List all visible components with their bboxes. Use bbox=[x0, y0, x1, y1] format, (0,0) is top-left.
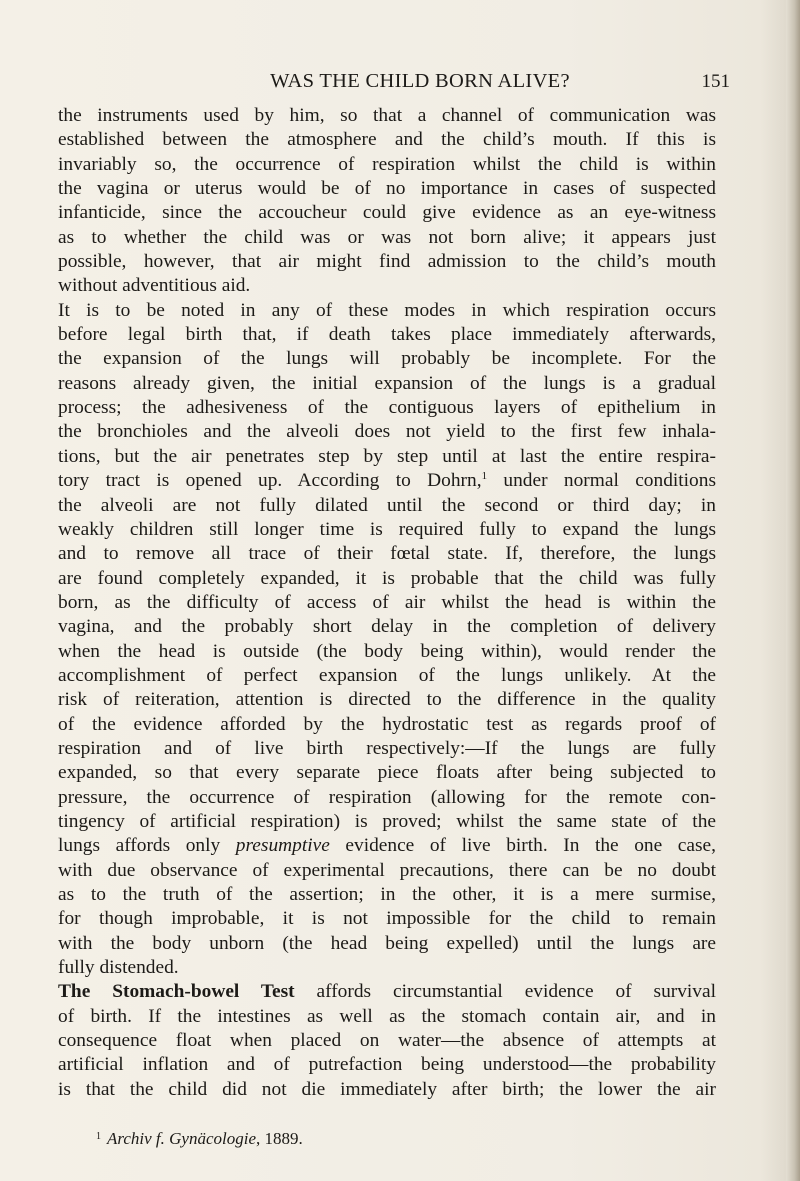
text-line: consequence float when placed on water—the absence of attempts at bbox=[58, 1030, 716, 1052]
italic-emphasis: presumptive bbox=[235, 835, 330, 857]
text-line: fully distended. bbox=[58, 957, 179, 979]
text-line: as to the truth of the assertion; in the other, it is a mere surmise, bbox=[58, 884, 716, 905]
text-line: for though improbable, it is not impossible for the child to remain bbox=[58, 908, 716, 930]
footnote bbox=[96, 1128, 596, 1150]
binding-edge bbox=[786, 0, 800, 1181]
text-line: pressure, the occurrence of respiration (allowing for the remote con- bbox=[58, 786, 716, 808]
text-fragment: under normal conditions bbox=[487, 470, 716, 492]
text-line: artificial inflation and of putrefaction being understood—the probability bbox=[58, 1054, 716, 1076]
text-line: without adventitious aid. bbox=[58, 275, 251, 297]
text-line bbox=[58, 980, 716, 1004]
text-line: possible, however, that air might find admission to the child’s mouth bbox=[58, 251, 716, 273]
paragraph-start-line: It is to be noted in any of these modes in which respiration occurs bbox=[58, 299, 716, 321]
body-text bbox=[58, 104, 716, 1102]
text-line: of birth. If the intestines as well as the stomach contain air, and in bbox=[58, 1005, 716, 1027]
running-title: WAS THE CHILD BORN ALIVE? bbox=[270, 70, 570, 92]
text-fragment: evidence of live birth. In the one case, bbox=[329, 835, 716, 857]
text-line: tions, but the air penetrates step by step until at last the entire respira- bbox=[58, 445, 716, 467]
text-fragment: tory tract is opened up. According to Dohrn, bbox=[58, 470, 482, 492]
footnote-marker: 1 bbox=[96, 1131, 101, 1142]
text-line: tingency of artificial respiration) is proved; whilst the same state of the bbox=[58, 810, 716, 832]
text-line: are found completely expanded, it is probable that the child was fully bbox=[58, 567, 716, 589]
text-line: as to whether the child was or was not born alive; it appears just bbox=[58, 226, 716, 248]
text-line: is that the child did not die immediately after birth; the lower the air bbox=[58, 1078, 716, 1100]
footnote-reference: 1 bbox=[481, 470, 488, 483]
text-line: accomplishment of perfect expansion of the lungs unlikely. At the bbox=[58, 664, 716, 686]
text-line: the instruments used by him, so that a channel of communication was bbox=[58, 105, 716, 126]
text-line: expanded, so that every separate piece floats after being subjected to bbox=[58, 762, 716, 784]
text-line bbox=[58, 469, 716, 493]
text-fragment: lungs affords only bbox=[58, 835, 221, 857]
text-line: when the head is outside (the body being within), would render the bbox=[58, 640, 716, 662]
text-line: and to remove all trace of their fœtal state. If, therefore, the lungs bbox=[58, 543, 716, 565]
text-fragment: affords circumstantial evidence of survival bbox=[294, 981, 716, 1003]
text-line: respiration and of live birth respectively:—If the lungs are fully bbox=[58, 737, 716, 759]
text-line: reasons already given, the initial expansion of the lungs is a gradual bbox=[58, 372, 716, 394]
page-number: 151 bbox=[701, 71, 730, 92]
section-heading-inline: The Stomach-bowel Test bbox=[58, 981, 295, 1003]
text-line: risk of reiteration, attention is directed to the difference in the quality bbox=[58, 689, 716, 711]
text-line: infanticide, since the accoucheur could give evidence as an eye-witness bbox=[58, 202, 716, 224]
text-line bbox=[58, 834, 716, 858]
text-line: born, as the difficulty of access of air whilst the head is within the bbox=[58, 591, 716, 613]
footnote-source: Archiv f. Gynäcologie bbox=[107, 1129, 257, 1148]
text-line: the bronchioles and the alveoli does not yield to the first few inhala- bbox=[58, 421, 716, 443]
text-line: of the evidence afforded by the hydrostatic test as regards proof of bbox=[58, 713, 716, 735]
text-line: the alveoli are not fully dilated until the second or third day; in bbox=[58, 494, 716, 516]
text-line: before legal birth that, if death takes place immediately afterwards, bbox=[58, 324, 716, 346]
text-line: weakly children still longer time is required fully to expand the lungs bbox=[58, 518, 716, 540]
text-line: with due observance of experimental precautions, there can be no doubt bbox=[58, 859, 716, 881]
text-line: vagina, and the probably short delay in the completion of delivery bbox=[58, 616, 716, 638]
text-line: process; the adhesiveness of the contiguous layers of epithelium in bbox=[58, 397, 716, 419]
text-line: established between the atmosphere and the child’s mouth. If this is bbox=[58, 129, 716, 151]
text-line: the vagina or uterus would be of no importance in cases of suspected bbox=[58, 178, 716, 200]
text-line: with the body unborn (the head being expelled) until the lungs are bbox=[58, 932, 716, 954]
footnote-year: , 1889. bbox=[256, 1129, 303, 1148]
running-head bbox=[60, 70, 780, 98]
text-line: invariably so, the occurrence of respiration whilst the child is within bbox=[58, 153, 716, 175]
text-line: the expansion of the lungs will probably be incomplete. For the bbox=[58, 348, 716, 370]
